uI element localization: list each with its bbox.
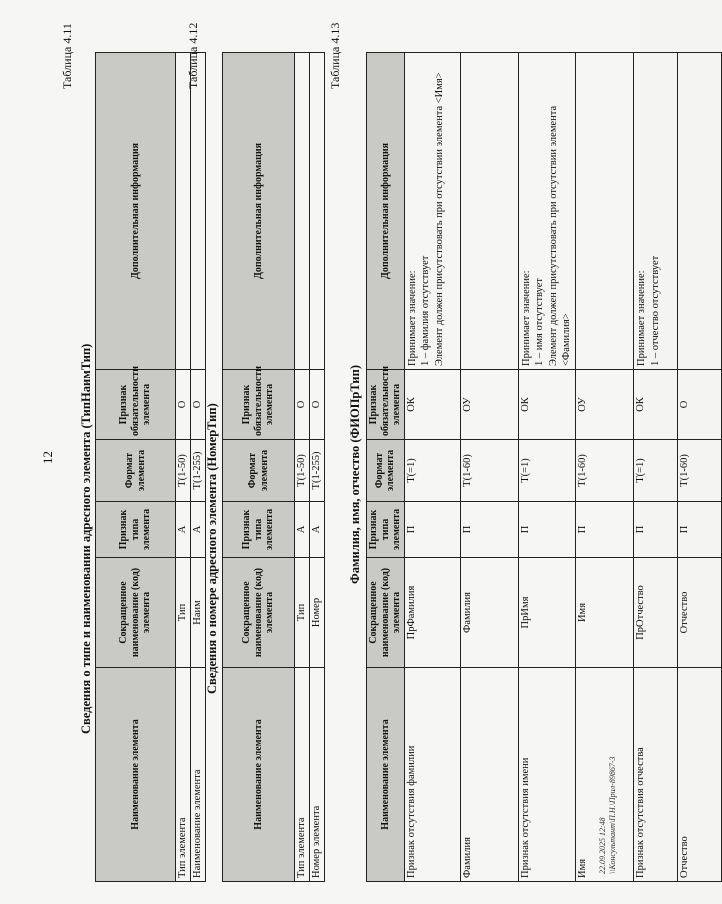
cell-name: Фамилия — [460, 668, 518, 882]
header-info: Дополнительная информация — [96, 53, 176, 370]
cell-required: ОК — [404, 370, 460, 440]
table-4-11 — [95, 52, 206, 882]
cell-format: T(1-60) — [460, 440, 518, 502]
table-4-12-title: Сведения о номере адресного элемента (НомерТип) — [205, 403, 219, 694]
header-type: Признак типа элемента — [96, 502, 176, 558]
header-name: Наименование элемента — [96, 668, 176, 882]
cell-required: О — [191, 370, 206, 440]
cell-name: Отчество — [678, 668, 722, 882]
header-required: Признак обязательности элемента — [223, 370, 295, 440]
cell-type: П — [404, 502, 460, 558]
table-row — [634, 53, 678, 882]
table-row — [678, 53, 722, 882]
cell-required: О — [295, 370, 310, 440]
cell-format: T(=1) — [518, 440, 576, 502]
cell-format: T(1-50) — [176, 440, 191, 502]
info-line: Принимает значение: — [636, 270, 648, 366]
cell-code: Отчество — [678, 558, 722, 668]
cell-required: О — [310, 370, 325, 440]
cell-type: А — [191, 502, 206, 558]
table-4-12 — [222, 52, 325, 882]
cell-info — [310, 53, 325, 370]
cell-type: П — [678, 502, 722, 558]
info-line: Принимает значение: — [406, 270, 418, 366]
cell-info — [634, 53, 678, 370]
table-4-11-caption: Таблица 4.11 — [60, 23, 74, 89]
table-4-13-caption: Таблица 4.13 — [328, 22, 342, 89]
cell-required: О — [176, 370, 191, 440]
cell-code: ПрОтчество — [634, 558, 678, 668]
table-4-13 — [366, 52, 722, 882]
info-line: Элемент должен присутствовать при отсутствии элемента <Имя> — [433, 72, 445, 366]
cell-type: А — [295, 502, 310, 558]
table-row — [295, 53, 310, 882]
header-code: Сокращенное наименование (код) элемента — [223, 558, 295, 668]
info-line: Элемент должен присутствовать при отсутствии элемента <Фамилия> — [547, 105, 573, 366]
cell-required: ОК — [518, 370, 576, 440]
cell-code: Тип — [176, 558, 191, 668]
cell-name: Признак отсутствия имени — [518, 668, 576, 882]
cell-type: П — [460, 502, 518, 558]
cell-type: П — [518, 502, 576, 558]
table-row — [404, 53, 460, 882]
header-info: Дополнительная информация — [367, 53, 405, 370]
cell-type: П — [634, 502, 678, 558]
cell-info — [404, 53, 460, 370]
cell-code: Наим — [191, 558, 206, 668]
footer-stamp — [598, 757, 619, 875]
header-type: Признак типа элемента — [223, 502, 295, 558]
cell-required: ОУ — [460, 370, 518, 440]
table-4-11-title: Сведения о типе и наименовании адресного элемента (ТипНаимТип) — [79, 343, 93, 734]
cell-info — [678, 53, 722, 370]
header-format: Формат элемента — [367, 440, 405, 502]
table-row — [518, 53, 576, 882]
header-name: Наименование элемента — [223, 668, 295, 882]
table-row — [191, 53, 206, 882]
cell-format: T(1-50) — [295, 440, 310, 502]
cell-name: Наименование элемента — [191, 668, 206, 882]
page-number: 12 — [40, 451, 55, 464]
header-required: Признак обязательности элемента — [96, 370, 176, 440]
header-type: Признак типа элемента — [367, 502, 405, 558]
header-name: Наименование элемента — [367, 668, 405, 882]
cell-info — [460, 53, 518, 370]
cell-name: Признак отсутствия фамилии — [404, 668, 460, 882]
header-info: Дополнительная информация — [223, 53, 295, 370]
cell-format: T(1-255) — [310, 440, 325, 502]
footer-date: 22.09.2025 12:48 — [598, 817, 607, 874]
cell-format: T(=1) — [404, 440, 460, 502]
cell-info — [295, 53, 310, 370]
cell-name: Тип элемента — [176, 668, 191, 882]
cell-name: Имя — [576, 668, 634, 882]
cell-format: T(1-255) — [191, 440, 206, 502]
header-code: Сокращенное наименование (код) элемента — [367, 558, 405, 668]
cell-name: Признак отсутствия отчества — [634, 668, 678, 882]
table-row — [460, 53, 518, 882]
table-4-12-caption: Таблица 4.12 — [186, 22, 200, 89]
info-line: 1 – отчество отсутствует — [649, 255, 661, 366]
cell-type: П — [576, 502, 634, 558]
cell-required: ОУ — [576, 370, 634, 440]
header-format: Формат элемента — [96, 440, 176, 502]
cell-code: ПрИмя — [518, 558, 576, 668]
cell-code: Имя — [576, 558, 634, 668]
cell-code: Фамилия — [460, 558, 518, 668]
header-format: Формат элемента — [223, 440, 295, 502]
cell-format: T(1-60) — [576, 440, 634, 502]
cell-code: Тип — [295, 558, 310, 668]
cell-name: Номер элемента — [310, 668, 325, 882]
info-line: Принимает значение: — [520, 270, 532, 366]
cell-format: T(=1) — [634, 440, 678, 502]
header-required: Признак обязательности элемента — [367, 370, 405, 440]
cell-format: T(1-60) — [678, 440, 722, 502]
cell-info — [191, 53, 206, 370]
cell-type: А — [176, 502, 191, 558]
cell-info — [576, 53, 634, 370]
cell-required: ОК — [634, 370, 678, 440]
cell-info — [176, 53, 191, 370]
table-row — [310, 53, 325, 882]
cell-info — [518, 53, 576, 370]
footer-path: \\Консультант\П.Н.\Прил-89867-3 — [608, 756, 618, 874]
cell-type: А — [310, 502, 325, 558]
table-row — [176, 53, 191, 882]
cell-code: ПрФамилия — [404, 558, 460, 668]
info-line: 1 – фамилия отсутствует — [420, 255, 432, 366]
info-line: 1 – имя отсутствует — [534, 278, 546, 366]
cell-required: О — [678, 370, 722, 440]
header-code: Сокращенное наименование (код) элемента — [96, 558, 176, 668]
table-4-13-title: Фамилия, имя, отчество (ФИОПрТип) — [348, 365, 362, 584]
cell-name: Тип элемента — [295, 668, 310, 882]
cell-code: Номер — [310, 558, 325, 668]
